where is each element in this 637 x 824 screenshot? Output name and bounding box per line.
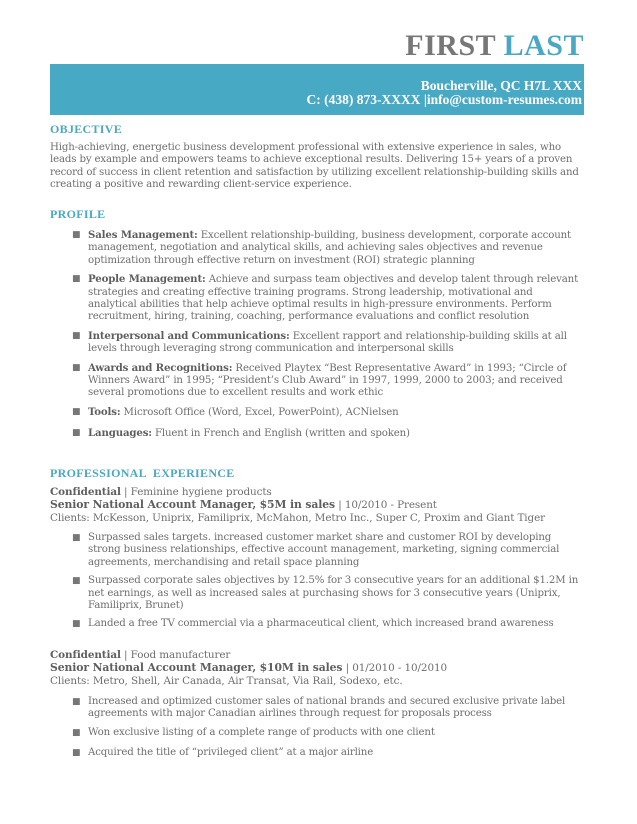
profile-item-languages: ■ Languages: Fluent in French and English (written and spoken) [72, 427, 410, 440]
bullet-icon: ■ [72, 619, 81, 630]
job-industry: | Feminine hygiene products [120, 486, 272, 498]
objective-text: High-achieving, energetic business development professional with extensive experience in sales, who leads by example and empowers teams to achieve exceptional results. Delivering 15+ years of a proven record of success in client retention and satisfaction by utilizing excellent relationship-building skills and creating a positive and rewarding client-service experience. [50, 142, 579, 191]
experience-heading: PROFESSIONAL EXPERIENCE [50, 466, 235, 480]
job-title: Senior National Account Manager, $10M in sales [50, 661, 343, 674]
job-industry: | Food manufacturer [120, 649, 231, 661]
bullet-icon: ■ [72, 330, 81, 341]
address: Boucherville, QC H7L XXX [420, 78, 582, 93]
job-dates: | 01/2010 - 10/2010 [342, 662, 447, 674]
job-dates: | 10/2010 - Present [335, 499, 437, 511]
bullet-icon: ■ [72, 406, 81, 417]
job-2-bullets [50, 696, 584, 760]
job-company: Confidential [50, 649, 121, 661]
job-2-clients: Clients: Metro, Shell, Air Canada, Air Transat, Via Rail, Sodexo, etc. [50, 675, 403, 687]
job-bullet: ■ Surpassed sales targets. increased customer market share and customer ROI by developing strong business relationships, effective account management, marketing, signing commercial agreements, merchandising and retail space planning [72, 532, 560, 568]
profile-item-awards: ■ Awards and Recognitions: Received Playtex “Best Representative Award” in 1993; “Circle of Winners Award” in 1995; “President’s Club Award” in 1997, 1999, 2000 to 2003; and received several promotions due to excellent results and work ethic [72, 361, 567, 399]
job-1-company-line [50, 486, 272, 499]
bullet-icon: ■ [72, 428, 81, 439]
bullet-icon: ■ [72, 230, 81, 240]
candidate-name [405, 28, 584, 64]
bullet-icon: ■ [72, 576, 81, 587]
bullet-icon: ■ [72, 727, 81, 738]
job-2-title-line [50, 662, 447, 675]
job-bullet: ■ Landed a free TV commercial via a pharmaceutical client, which increased brand awareness [72, 618, 554, 630]
job-bullet: ■ Won exclusive listing of a complete range of products with one client [72, 726, 435, 738]
phone-email-line [306, 92, 582, 108]
job-2-company-line [50, 649, 230, 662]
contact-bar [50, 64, 584, 115]
job-title: Senior National Account Manager, $5M in sales [50, 498, 336, 511]
contact-separator: | [423, 92, 427, 107]
bullet-icon: ■ [72, 748, 81, 759]
phone: C: (438) 873-XXXX [306, 92, 421, 107]
job-1-bullets [50, 532, 584, 631]
job-bullet: ■ Acquired the title of “privileged client” at a major airline [72, 747, 374, 759]
bullet-icon: ■ [72, 697, 81, 707]
profile-item-tools: ■ Tools: Microsoft Office (Word, Excel, PowerPoint), ACNielsen [72, 405, 399, 418]
job-bullet: ■ Surpassed corporate sales objectives by 12.5% for 3 consecutive years for an additional $1.2M in net earnings, as well as increased sales at purchasing shows for 3 consecutive years (Uniprix, Familiprix, Brunet) [72, 575, 579, 612]
bullet-icon: ■ [72, 533, 81, 543]
last-name: LAST [503, 29, 584, 62]
profile-list [50, 229, 584, 441]
job-bullet: ■ Increased and optimized customer sales of national brands and secured exclusive private label agreements with major Canadian airlines through request for proposals process [72, 696, 566, 720]
first-name: FIRST [405, 29, 496, 62]
bullet-icon: ■ [72, 362, 81, 373]
job-1-title-line [50, 499, 437, 512]
bullet-icon: ■ [72, 274, 81, 285]
profile-item-sales-management: ■ Sales Management: Excellent relationship-building, business development, corporate account management, negotiation and analytical skills, and achieving sales objectives and revenue optimization through effective return on investment (ROI) strategic planning [72, 229, 571, 266]
objective-heading: OBJECTIVE [50, 122, 123, 136]
profile-item-people-management: ■ People Management: Achieve and surpass team objectives and develop talent through relevant strategies and creating effective training programs. Strong leadership, motivational and analytical abilities that help achieve optimal results in high-pressure environments. Perform recruitment, hiring, training, coaching, performance evaluations and conflict resolution [72, 273, 579, 323]
job-company: Confidential [50, 486, 121, 498]
profile-heading: PROFILE [50, 207, 106, 221]
email-link[interactable]: info@custom-resumes.com [426, 92, 582, 107]
job-1-clients: Clients: McKesson, Uniprix, Familiprix, McMahon, Metro Inc., Super C, Proxim and Giant Tiger [50, 512, 545, 524]
profile-item-interpersonal: ■ Interpersonal and Communications: Excellent rapport and relationship-building skills at all levels through leveraging strong communication and interpersonal skills [72, 329, 567, 355]
